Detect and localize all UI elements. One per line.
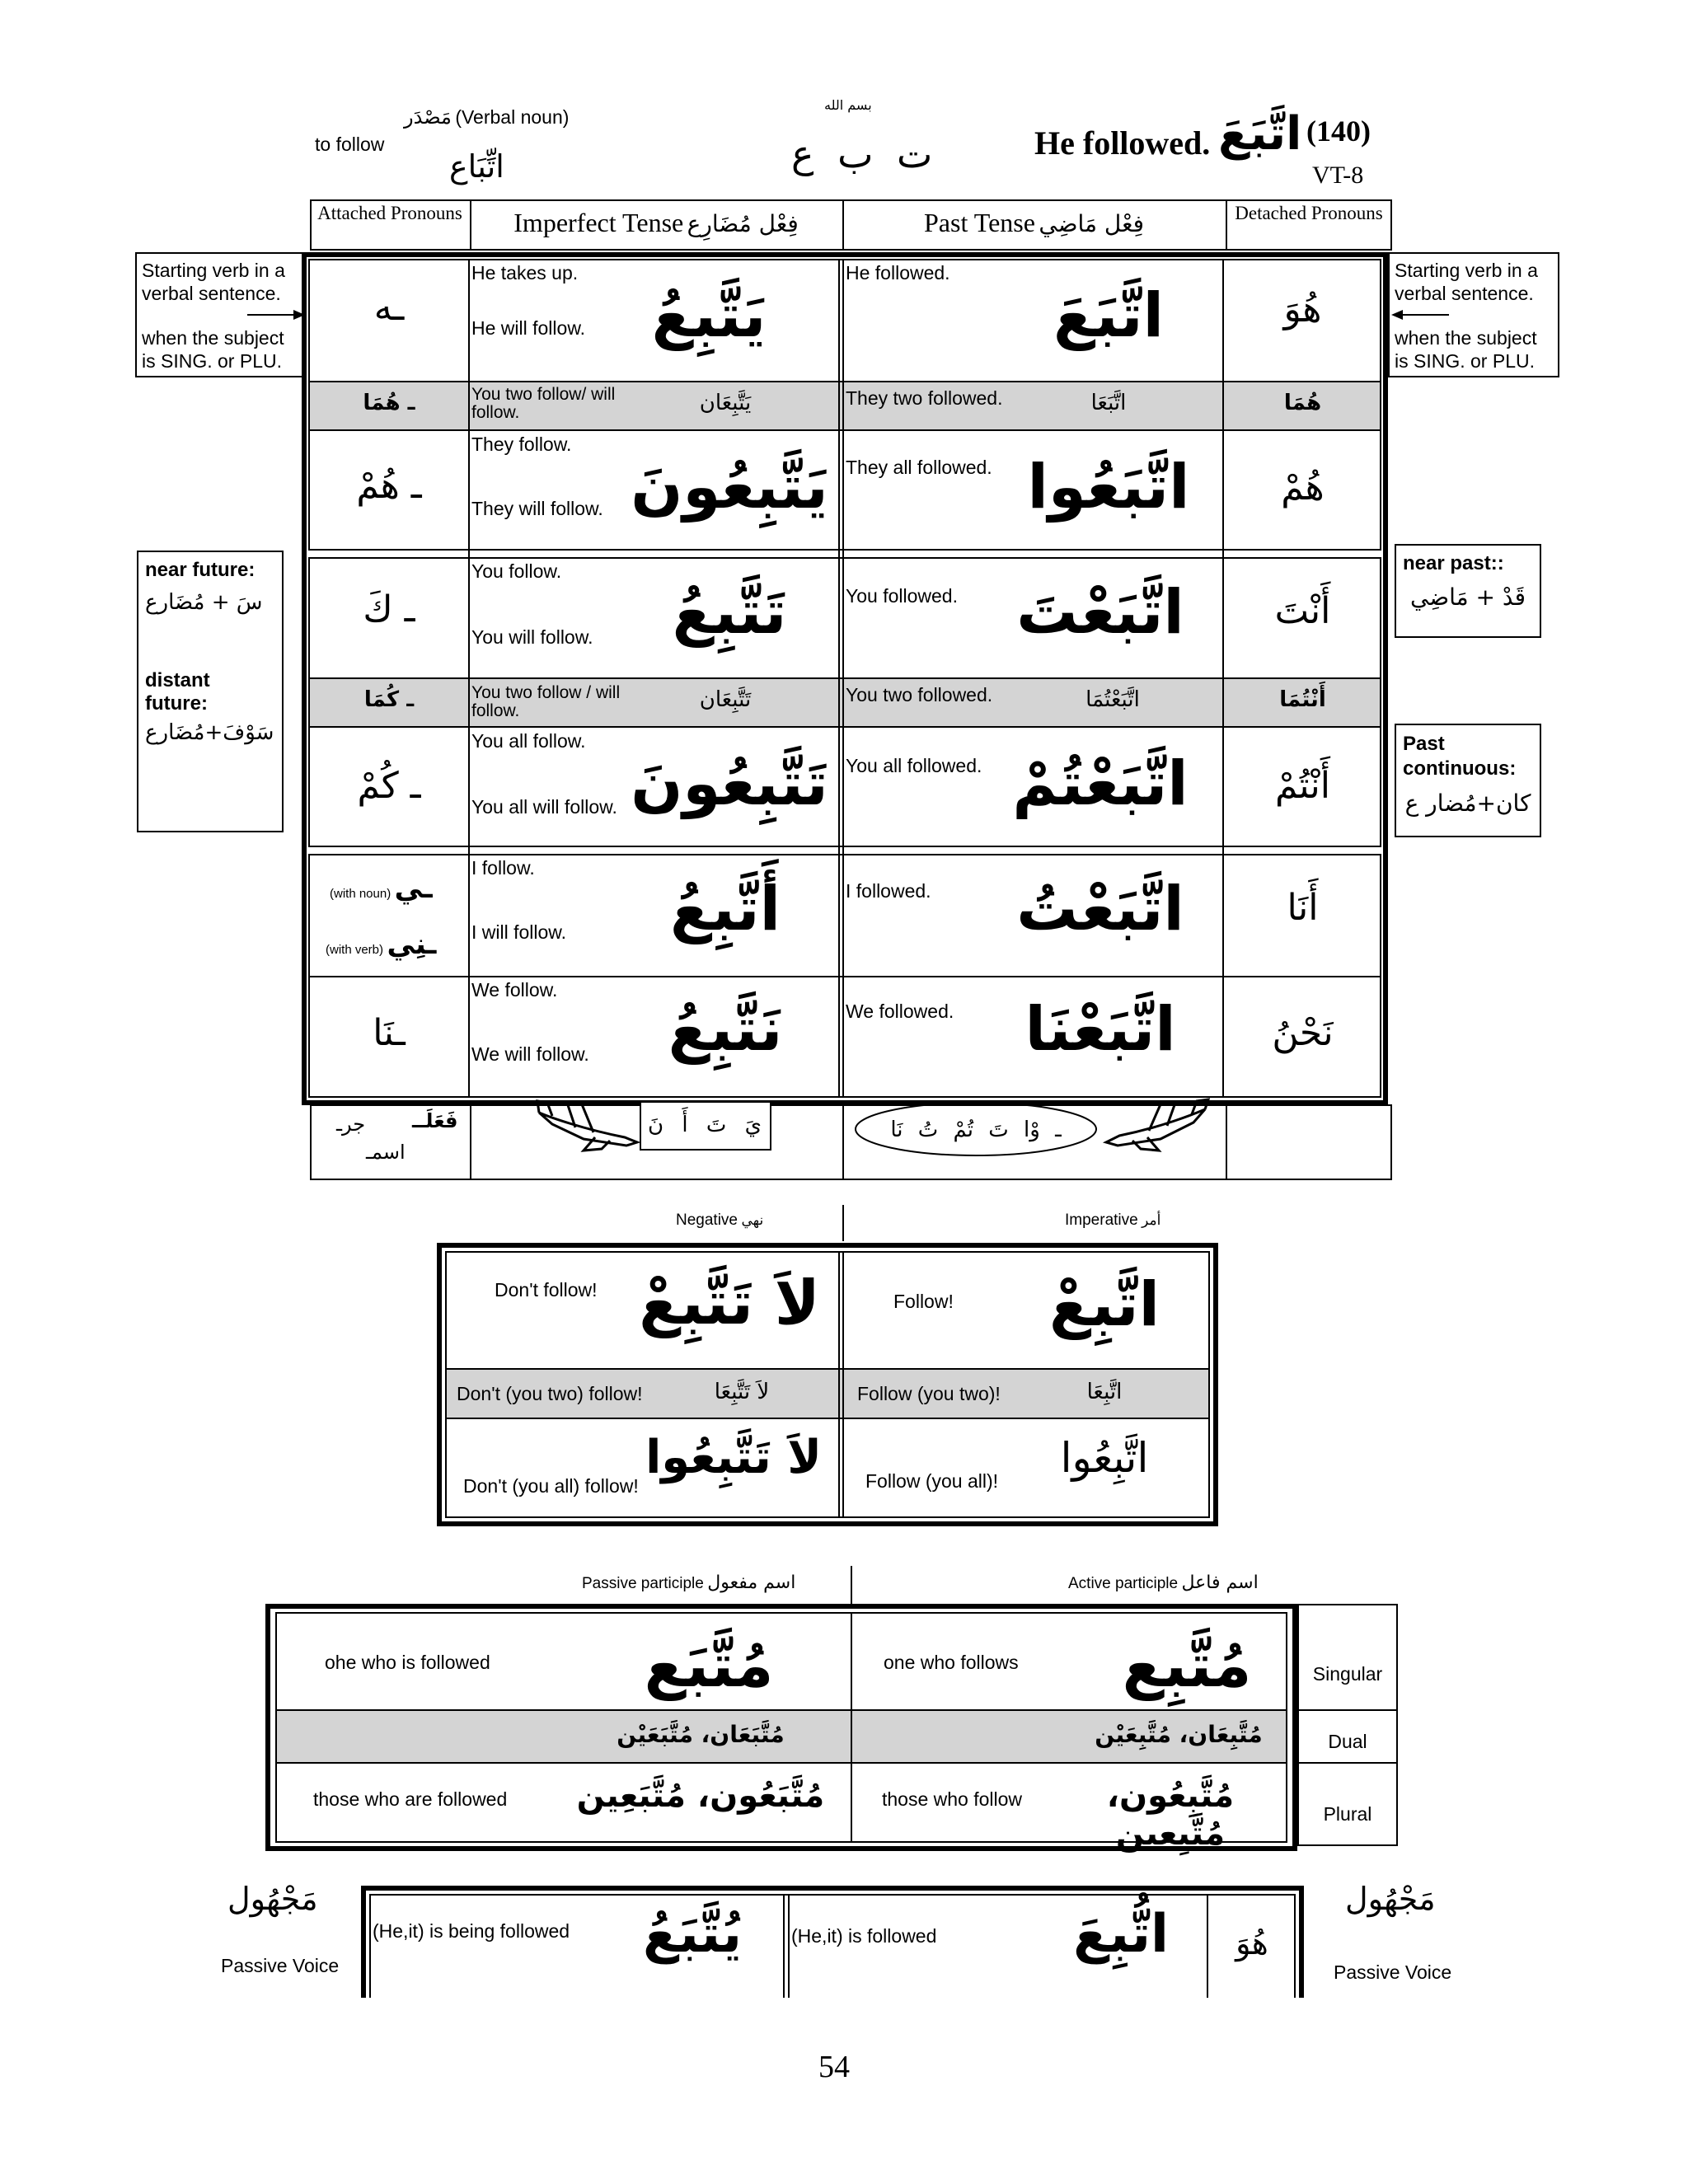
past-en-huma: They two followed.	[846, 387, 1003, 409]
verb-code: VT-8	[1312, 162, 1364, 189]
imp-en-huma: You two follow/ will follow.	[471, 385, 616, 422]
detached-antuma: أَنْتُمَا	[1279, 687, 1326, 712]
active-en-singular: one who follows	[884, 1652, 1019, 1673]
past-header	[842, 208, 1226, 238]
affix-strip	[310, 1104, 1392, 1180]
near-future-rule: سَ + مُضَارع	[145, 590, 263, 615]
imp-ar-2: اتَّبِعَا	[1086, 1380, 1123, 1404]
active-participle-header-en: Active participle	[1068, 1575, 1179, 1592]
attached-ana-verb	[326, 928, 436, 961]
detached-huma: هُمَا	[1283, 391, 1322, 415]
past-header-ar: فِعْل مَاضِي	[1039, 210, 1145, 237]
passive-ar-singular: مُتَّبَع	[644, 1630, 774, 1701]
detached-antum: أَنْتُمْ	[1274, 765, 1331, 807]
detached-huwa: هُوَ	[1283, 288, 1322, 330]
imp-en-huwa-2: He will follow.	[471, 317, 586, 339]
past-en-nahnu: We followed.	[846, 1001, 954, 1022]
past-ar-nahnu: اتَّبَعْنَا	[1025, 994, 1176, 1065]
imp-en-2: Follow (you two)!	[857, 1383, 1001, 1404]
passive-past-en: (He,it) is followed	[791, 1925, 937, 1947]
active-ar-dual: مُتَّبِعَان، مُتَّبِعَيْن	[1095, 1721, 1263, 1748]
past-ar-ana: اتَّبَعْتُ	[1016, 874, 1184, 944]
passive-imp-en: (He,it) is being followed	[373, 1920, 570, 1942]
near-past-title: near past::	[1403, 552, 1504, 574]
past-en-antum: You all followed.	[846, 755, 982, 776]
attached-nahnu: ـنَا	[373, 1012, 406, 1054]
neg-en-1: Don't follow!	[495, 1279, 598, 1301]
imp-en-3: Follow (you all)!	[865, 1470, 999, 1492]
passive-voice-left: Passive Voice	[221, 1955, 340, 1976]
past-continuous-note	[1395, 724, 1541, 837]
detached-anta: أَنْتَ	[1274, 590, 1331, 632]
negative-header-en: Negative	[676, 1212, 738, 1229]
imp-ar-1: اتَّبِعْ	[1049, 1269, 1160, 1340]
imp-en-ana-2: I will follow.	[471, 921, 567, 943]
past-en-huwa: He followed.	[846, 262, 950, 284]
detached-hum: هُمْ	[1281, 466, 1325, 509]
masdar-label	[404, 105, 569, 129]
imp-ar-nahnu: نَتَّبِعُ	[668, 994, 783, 1065]
attached-antum: ـ كُمْ	[357, 765, 421, 807]
imp-en-antum-2: You all will follow.	[471, 796, 617, 818]
plane-left-icon	[534, 1096, 641, 1154]
majhool-right: مَجْهُول	[1345, 1881, 1436, 1917]
imp-en-hum-2: They will follow.	[471, 498, 603, 519]
past-en-anta: You followed.	[846, 585, 958, 607]
past-ar-antuma: اتَّبَعْتُمَا	[1085, 687, 1140, 712]
imp-ar-ana: أَتَّبِعُ	[670, 874, 781, 944]
past-ar-huwa: اتَّبَعَ	[1053, 280, 1164, 351]
past-en-hum: They all followed.	[846, 457, 992, 478]
imp-ar-huwa: يَتَّبِعُ	[651, 280, 767, 351]
label-dual: Dual	[1328, 1731, 1367, 1752]
past-continuous-title: Past continuous:	[1403, 733, 1517, 780]
past-en-ana: I followed.	[846, 880, 931, 902]
past-ar-huma: اتَّبَعَا	[1090, 391, 1127, 415]
imperative-header	[1065, 1212, 1160, 1230]
imp-en-huwa-1: He takes up.	[471, 262, 579, 284]
left-starting-text: Starting verb in a verbal sentence.	[142, 260, 285, 304]
distant-future-title: distant	[145, 669, 210, 691]
right-starting-text: Starting verb in a verbal sentence.	[1395, 260, 1538, 304]
attached-ya: ـي	[394, 872, 433, 905]
imp-en-nahnu-1: We follow.	[471, 979, 558, 1001]
attached-anta: ـ كَ	[363, 588, 415, 630]
imp-ar-anta: تَتَّبِعُ	[672, 577, 787, 648]
detached-ana: أَنَا	[1287, 887, 1319, 929]
passive-ar-plural: مُتَّبَعُون، مُتَّبَعِين	[576, 1777, 825, 1815]
future-note	[137, 551, 284, 832]
passive-voice-right: Passive Voice	[1334, 1961, 1452, 1983]
bismillah: بسم الله	[824, 97, 872, 113]
detached-pronouns-header: Detached Pronouns	[1235, 203, 1383, 223]
passive-participle-header-ar: اسم مفعول	[707, 1572, 796, 1593]
passive-imp-ar: يُتَّبَعُ	[643, 1904, 742, 1965]
masdar-label-en: (Verbal noun)	[455, 106, 570, 128]
imp-ar-antum: تَتَّبِعُونَ	[631, 748, 828, 819]
active-participle-header-ar: اسم فاعل	[1181, 1572, 1259, 1593]
past-ar-antum: اتَّبَعْتُمْ	[1012, 748, 1189, 819]
attached-antuma: ـ كُمَا	[363, 687, 415, 712]
passive-ar-dual: مُتَّبَعَان، مُتَّبَعَيْن	[617, 1721, 785, 1748]
strip-ism: اسمـ	[366, 1141, 406, 1164]
negative-header	[676, 1212, 763, 1230]
distant-future-rule: سَوْفَ+مُضَارع	[145, 720, 274, 745]
imp-ar-3: اتَّبِعُوا	[1060, 1434, 1149, 1482]
right-when-text: when the subject is SING. or PLU.	[1395, 327, 1537, 372]
page-number: 54	[818, 2050, 850, 2084]
attached-pronouns-header: Attached Pronouns	[317, 203, 462, 223]
active-en-plural: those who follow	[882, 1788, 1023, 1810]
passive-en-plural: those who are followed	[313, 1788, 508, 1810]
past-en-antuma: You two followed.	[846, 684, 993, 705]
root-letters: ت ب ع	[791, 132, 933, 176]
neg-ar-3: لاَ تَتَّبِعُوا	[645, 1431, 822, 1484]
imp-en-hum-1: They follow.	[471, 434, 572, 455]
label-plural: Plural	[1323, 1803, 1372, 1825]
strip-fa3ala: فَعَلَــ	[412, 1109, 458, 1132]
plane-right-icon	[1095, 1096, 1210, 1154]
left-when-text: when the subject is SING. or PLU.	[142, 327, 284, 372]
strip-jar: جرـ	[336, 1113, 366, 1136]
masdar-word: اتِّبَاع	[449, 148, 504, 185]
with-verb-note: (with verb)	[326, 943, 384, 957]
near-future-title: near future:	[145, 559, 256, 581]
he-followed-title: He followed.	[1034, 124, 1211, 162]
main-verb: اتَّبَعَ	[1218, 107, 1302, 161]
negative-header-ar: نهي	[741, 1212, 764, 1229]
passive-participle-header-en: Passive participle	[582, 1575, 704, 1592]
imperfect-header	[470, 208, 842, 238]
attached-huma: ـ هُمَا	[363, 391, 415, 415]
majhool-left: مَجْهُول	[227, 1881, 318, 1917]
imperative-header-ar: أمر	[1142, 1212, 1161, 1229]
imp-ar-huma: يَتَّبِعَان	[699, 391, 752, 415]
neg-ar-1: لاَ تَتَّبِعْ	[639, 1268, 820, 1338]
distant-future-title-2: future:	[145, 692, 208, 715]
neg-ar-2: لاَ تَتَّبِعَا	[714, 1380, 770, 1404]
detached-nahnu: نَحْنُ	[1272, 1012, 1334, 1054]
imp-ar-antuma: تَتَّبِعَان	[699, 687, 752, 712]
near-past-note	[1395, 544, 1541, 638]
passive-participle-header	[582, 1572, 795, 1593]
active-ar-singular: مُتَّبِع	[1122, 1630, 1252, 1701]
left-arrow-icon	[247, 308, 305, 321]
label-singular: Singular	[1312, 1663, 1383, 1685]
imp-ar-hum: يَتَّبِعُونَ	[631, 452, 828, 523]
masdar-label-ar: مَصْدَر	[404, 105, 452, 129]
imp-en-1: Follow!	[893, 1291, 954, 1312]
imperative-header-en: Imperative	[1065, 1212, 1138, 1229]
attached-huwa: ـه	[373, 287, 405, 329]
neg-en-2: Don't (you two) follow!	[457, 1383, 643, 1404]
passive-past-ar: اتُّبِعَ	[1073, 1904, 1169, 1965]
imperfect-prefixes: يَ تَ أَ نَ	[648, 1113, 762, 1137]
attached-ni: ـنِي	[387, 928, 437, 961]
verb-number: (140)	[1306, 115, 1371, 148]
passive-en-singular: ohe who is followed	[325, 1652, 490, 1673]
past-continuous-rule: كان+مُضار ع	[1404, 790, 1531, 817]
imp-en-antuma: You two follow / will follow.	[471, 683, 621, 720]
right-arrow-icon	[1391, 308, 1449, 321]
imp-en-nahnu-2: We will follow.	[471, 1043, 589, 1065]
imp-en-anta-2: You will follow.	[471, 626, 593, 648]
near-past-rule: قَدْ + مَاضِي	[1410, 583, 1526, 611]
with-noun-note: (with noun)	[330, 887, 392, 901]
past-ar-hum: اتَّبَعُوا	[1027, 452, 1190, 523]
imp-en-antum-1: You all follow.	[471, 730, 586, 752]
imp-en-anta-1: You follow.	[471, 560, 562, 582]
active-ar-plural: مُتَّبِعُون، مُتَّبِعِين	[1106, 1777, 1235, 1853]
attached-hum: ـ هُمْ	[356, 465, 422, 507]
neg-en-3: Don't (you all) follow!	[463, 1475, 639, 1497]
past-suffixes: ـ وْا تَ تُمْ تُ نَا	[890, 1118, 1062, 1142]
past-header-en: Past Tense	[923, 208, 1035, 237]
passive-pronoun: هُوَ	[1236, 1925, 1268, 1961]
past-ar-anta: اتَّبَعْتَ	[1016, 577, 1184, 648]
attached-ana-noun	[330, 872, 433, 905]
imperfect-header-ar: فِعْل مُضَارِع	[687, 210, 799, 237]
imperfect-header-en: Imperfect Tense	[513, 208, 684, 237]
imp-en-ana-1: I follow.	[471, 857, 535, 879]
active-participle-header	[1068, 1572, 1259, 1593]
to-follow-label: to follow	[315, 134, 385, 155]
